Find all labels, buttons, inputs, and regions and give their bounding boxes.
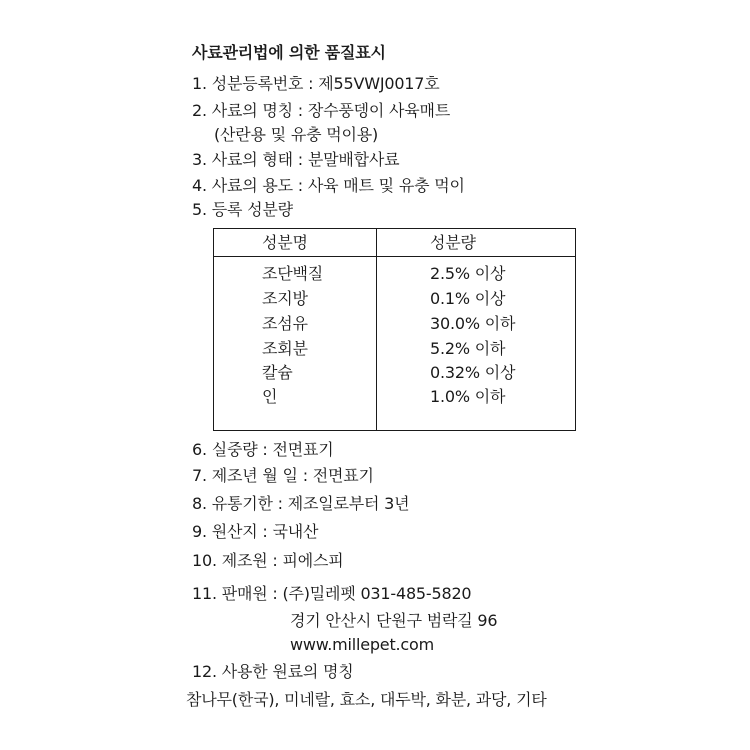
table-row-4-name: 칼슘 [262,363,293,382]
table-row-3-name: 조회분 [262,339,308,358]
table-column-divider [376,229,377,430]
item-feed-name-sub: (산란용 및 유충 먹이용) [214,125,379,144]
table-header-amount: 성분량 [430,233,476,252]
item-feed-use: 4. 사료의 용도 : 사육 매트 및 유충 먹이 [192,176,465,195]
table-row-2-name: 조섬유 [262,314,308,333]
item-origin: 9. 원산지 : 국내산 [192,522,319,541]
item-feed-name: 2. 사료의 명칭 : 장수풍뎅이 사육매트 [192,101,451,120]
table-row-3-amount: 5.2% 이하 [430,339,506,358]
distributor-website: www.millepet.com [290,635,434,654]
item-raw-materials: 12. 사용한 원료의 명칭 [192,662,354,681]
table-row-0-name: 조단백질 [262,264,324,283]
item-expiration: 8. 유통기한 : 제조일로부터 3년 [192,494,410,513]
item-feed-form: 3. 사료의 형태 : 분말배합사료 [192,150,400,169]
table-row-0-amount: 2.5% 이상 [430,264,506,283]
table-header-name: 성분명 [262,233,308,252]
table-row-5-name: 인 [262,387,278,406]
table-row-1-amount: 0.1% 이상 [430,289,506,308]
table-row-4-amount: 0.32% 이상 [430,363,516,382]
item-registered-ingredients: 5. 등록 성분량 [192,200,293,219]
item-net-weight: 6. 실중량 : 전면표기 [192,440,334,459]
item-manufacturer: 10. 제조원 : 피에스피 [192,551,344,570]
table-row-2-amount: 30.0% 이하 [430,314,516,333]
document-title: 사료관리법에 의한 품질표시 [192,43,386,62]
raw-materials-list: 참나무(한국), 미네랄, 효소, 대두박, 화분, 과당, 기타 [186,690,547,709]
table-header-divider [214,256,575,257]
table-row-5-amount: 1.0% 이하 [430,387,506,406]
table-row-1-name: 조지방 [262,289,308,308]
item-registration-number: 1. 성분등록번호 : 제55VWJ0017호 [192,74,440,93]
item-distributor: 11. 판매원 : (주)밀레펫 031-485-5820 [192,584,472,603]
distributor-address: 경기 안산시 단원구 범락길 96 [290,611,498,630]
ingredients-table [213,228,576,431]
item-manufacture-date: 7. 제조년 월 일 : 전면표기 [192,466,374,485]
